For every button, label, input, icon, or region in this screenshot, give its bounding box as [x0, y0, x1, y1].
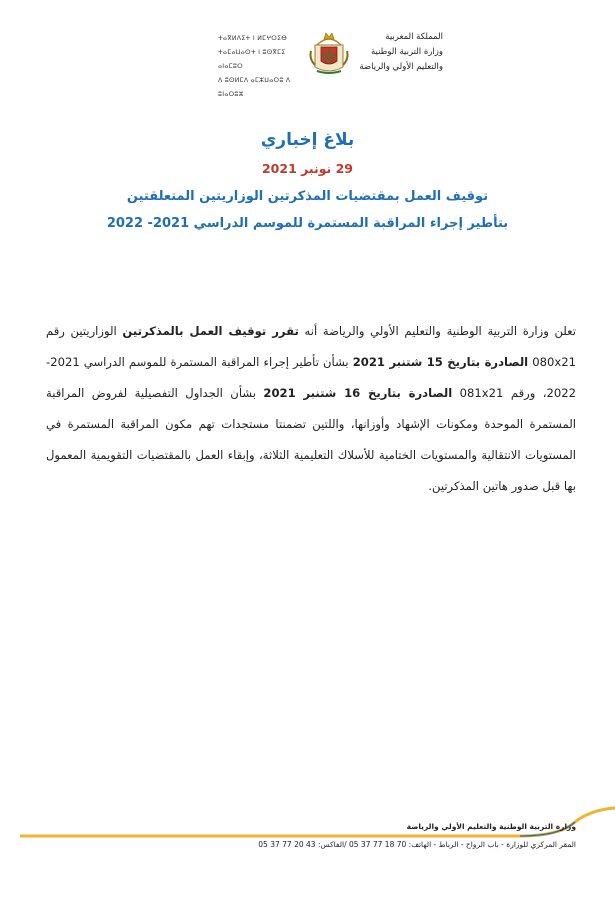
letterhead-amazigh-line: ⵜⴰⵎⴰⵡⴰⵙⵜ ⵏ ⵓⵙⴳⵎⵉ ⴰⵏⴰⵎⵓⵔ: [218, 49, 286, 70]
communique-body: [46, 316, 576, 502]
communique-date: 29 نونبر 2021: [261, 161, 353, 176]
communique-subject-line-2: بتأطير إجراء المراقبة المستمرة للموسم الدراسي 2021- 2022: [106, 216, 509, 231]
body-text-segment: بشأن تأطير إجراء المراقبة المستمرة للموسم الدراسي 2021-2022، ورقم 081x21: [46, 355, 577, 400]
body-text-segment: بشأن الجداول التفصيلية لفروض المراقبة المستمرة الموحدة ومكونات الإشهاد وأوزانها، واللتين تضمنتا مستجدات تهم مكون المراقبة المستمرة في المستويات الانتقالية والمستويات الختامية للأسلاك التعليمية الثلاثة، وإبقاء العمل بالمقتضيات التقويمية المعمول بها قبل صدور هاتين المذكرتين.: [46, 386, 576, 493]
letterhead-arabic-line: وزارة التربية الوطنية: [370, 47, 443, 57]
body-bold-segment: تقرر توقيف العمل بالمذكرتين: [122, 324, 299, 338]
body-text-segment: الوزاريتين رقم 080x21: [46, 324, 576, 369]
letterhead: [0, 22, 615, 98]
royal-coat-of-arms-icon: [307, 27, 351, 75]
footer-address: المقر المركزي للوزارة - باب الرواح - الرباط - الهاتف: 70 18 77 37 05 /الفاكس: 43 20 77 37 05: [258, 840, 576, 849]
letterhead-arabic: [353, 30, 443, 75]
communique-subject-line-1: توقيف العمل بمقتضيات المذكرتين الوزاريتين المتعلقتين: [126, 189, 489, 204]
letterhead-arabic-line: والتعليم الأولي والرياضة: [359, 62, 443, 72]
communique-title-block: [0, 128, 615, 235]
footer: [36, 820, 576, 852]
letterhead-arabic-line: المملكة المغربية: [385, 32, 443, 42]
body-text-segment: تعلن وزارة التربية الوطنية والتعليم الأولي والرياضة أنه: [298, 324, 576, 338]
footer-ministry: وزارة التربية الوطنية والتعليم الأولي والرياضة: [406, 822, 576, 831]
letterhead-amazigh: [218, 32, 308, 102]
communique-heading: بلاغ إخباري: [260, 130, 355, 150]
letterhead-amazigh-line: ⴷ ⵓⵙⵍⵎⴷ ⴰⵎⵣⵡⴰⵔⵓ ⴷ ⵓⵏⴰⵔⵓⵣ: [218, 77, 291, 98]
body-bold-segment: الصادرة بتاريخ 15 شتنبر 2021: [352, 355, 529, 369]
letterhead-amazigh-line: ⵜⴰⴳⵍⴷⵉⵜ ⵏ ⵍⵎⵖⵔⵉⴱ: [218, 35, 288, 42]
body-bold-segment: الصادرة بتاريخ 16 شتنبر 2021: [263, 386, 453, 400]
